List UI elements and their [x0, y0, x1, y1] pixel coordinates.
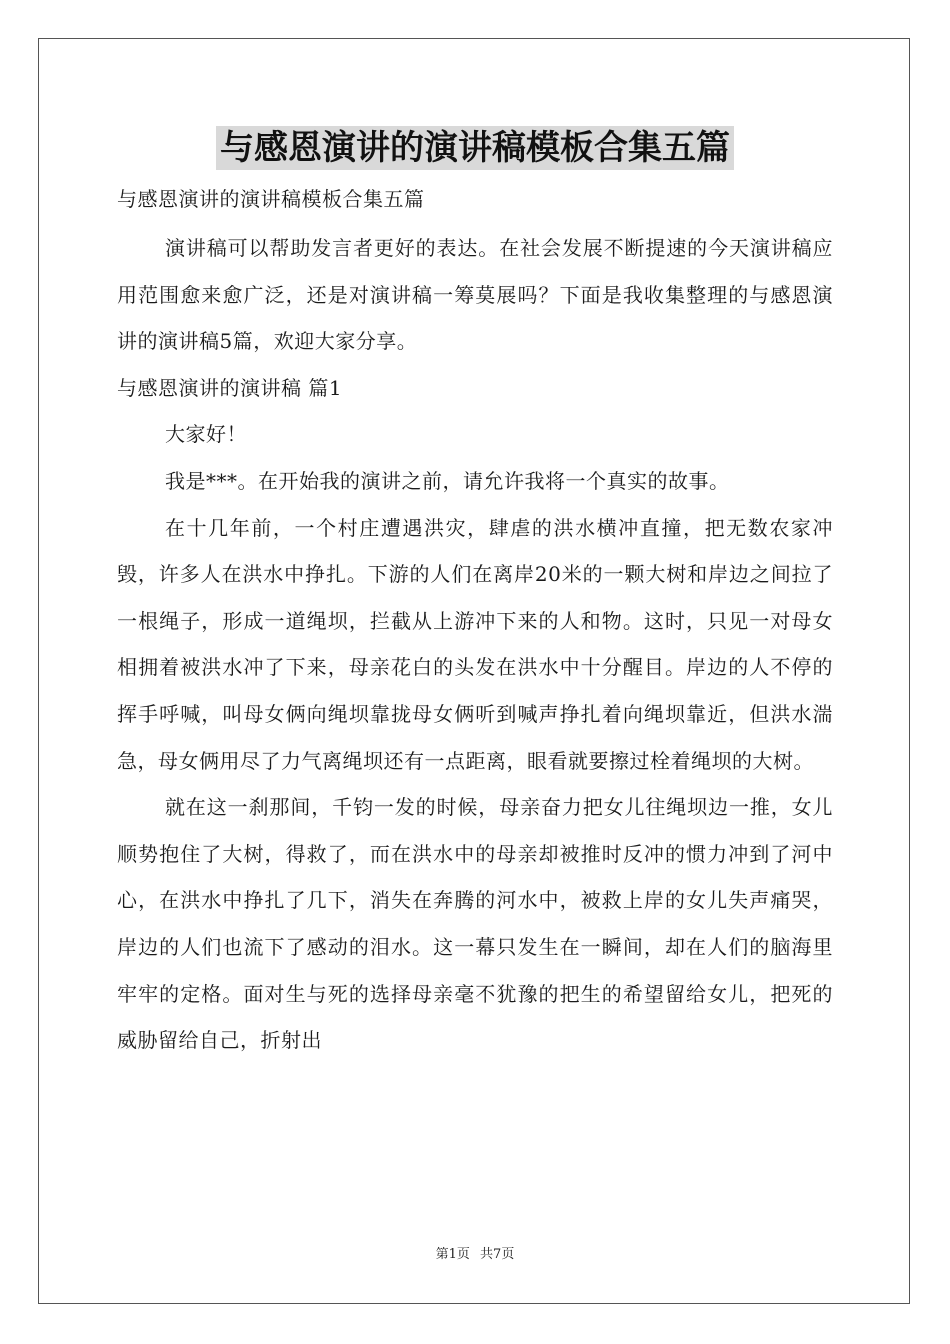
document-body	[117, 181, 833, 1064]
paragraph: 大家好！	[165, 422, 247, 447]
paragraph: 就在这一刹那间，千钧一发的时候，母亲奋力把女儿往绳坝边一推，女儿顺势抱住了大树，得救了，而在洪水中的母亲却被推时反冲的惯力冲到了河中心，在洪水中挣扎了几下，消失在奔腾的河水中，被救上岸的女儿失声痛哭，岸边的人们也流下了感动的泪水。这一幕只发生在一瞬间，却在人们的脑海里牢牢的定格。面对生与死的选择母亲毫不犹豫的把生的希望留给女儿，把死的威胁留给自己，折射出	[117, 795, 833, 1053]
paragraph: 演讲稿可以帮助发言者更好的表达。在社会发展不断提速的今天演讲稿应用范围愈来愈广泛，还是对演讲稿一筹莫展吗？下面是我收集整理的与感恩演讲的演讲稿5篇，欢迎大家分享。	[117, 236, 833, 354]
document-title: 与感恩演讲的演讲稿模板合集五篇	[216, 126, 734, 170]
page-footer: 第1页 共7页	[435, 1247, 515, 1262]
section-heading: 与感恩演讲的演讲稿 篇1	[117, 375, 343, 400]
title-container	[0, 126, 950, 170]
paragraph: 我是***。在开始我的演讲之前，请允许我将一个真实的故事。	[165, 468, 730, 493]
document-subtitle: 与感恩演讲的演讲稿模板合集五篇	[117, 187, 425, 211]
paragraph: 在十几年前，一个村庄遭遇洪灾，肆虐的洪水横冲直撞，把无数农家冲毁，许多人在洪水中挣扎。下游的人们在离岸20米的一颗大树和岸边之间拉了一根绳子，形成一道绳坝，拦截从上游冲下来的人和物。这时，只见一对母女相拥着被洪水冲了下来，母亲花白的头发在洪水中十分醒目。岸边的人不停的挥手呼喊，叫母女俩向绳坝靠拢母女俩听到喊声挣扎着向绳坝靠近，但洪水湍急，母女俩用尽了力气离绳坝还有一点距离，眼看就要擦过栓着绳坝的大树。	[117, 515, 833, 773]
